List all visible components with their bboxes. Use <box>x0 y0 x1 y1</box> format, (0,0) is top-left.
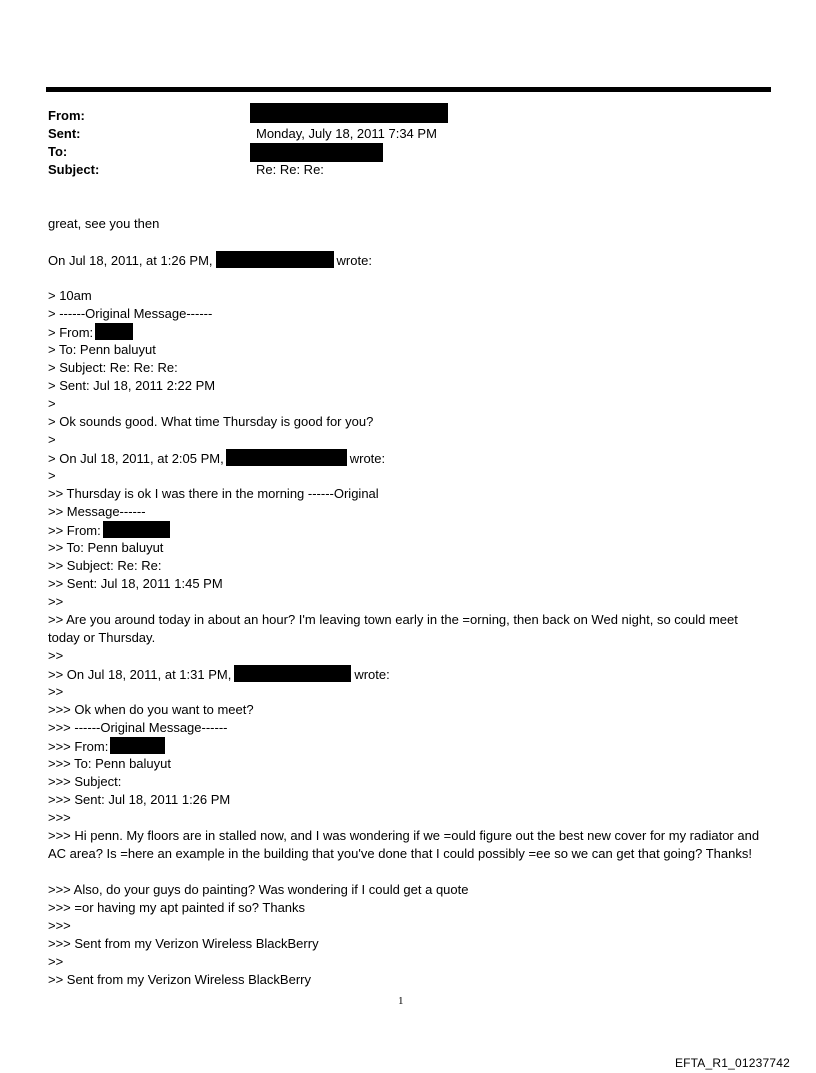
body-text: >> From: <box>48 523 101 538</box>
body-line: > <box>48 468 56 483</box>
from-redaction <box>103 521 170 538</box>
from-redaction <box>110 737 165 754</box>
body-line: >> To: Penn baluyut <box>48 540 164 555</box>
body-paragraph: >>> Hi penn. My floors are in stalled now, and I was wondering if we =ould figure out the best new cover for my radiator and AC area? Is =here an example in the building that you've done that I could possibly =ee so we can get that going? Thanks! <box>48 828 760 861</box>
body-text: > On Jul 18, 2011, at 2:05 PM, <box>48 451 224 466</box>
body-line: >>> =or having my apt painted if so? Thanks <box>48 900 306 915</box>
body-line: >> Sent: Jul 18, 2011 1:45 PM <box>48 576 223 591</box>
sender-redaction <box>234 665 351 682</box>
body-line: >> <box>48 684 64 699</box>
from-label: From: <box>48 108 85 123</box>
body-line: > <box>48 432 56 447</box>
body-line: >> Subject: Re: Re: <box>48 558 162 573</box>
body-line: >>> Subject: <box>48 774 122 789</box>
body-paragraph: >> Are you around today in about an hour? I'm leaving town early in the =orning, then back on Wed night, so could meet today or Thursday. <box>48 612 738 645</box>
body-line: >>> Sent from my Verizon Wireless BlackBerry <box>48 936 319 951</box>
from-redaction <box>95 323 133 340</box>
body-line: >> Thursday is ok I was there in the morning ------Original <box>48 486 379 501</box>
body-line: >>> Ok when do you want to meet? <box>48 702 254 717</box>
body-text: wrote: <box>336 253 372 268</box>
body-line: great, see you then <box>48 216 160 231</box>
body-line <box>48 449 385 468</box>
body-text: >> On Jul 18, 2011, at 1:31 PM, <box>48 667 232 682</box>
sender-redaction <box>216 251 334 268</box>
sent-label: Sent: <box>48 126 81 141</box>
document-id: EFTA_R1_01237742 <box>674 1056 790 1070</box>
page-number: 1 <box>398 995 404 1007</box>
body-line: > 10am <box>48 288 92 303</box>
body-line <box>48 323 133 342</box>
header-rule <box>46 87 771 92</box>
body-line: > To: Penn baluyut <box>48 342 156 357</box>
body-line <box>48 521 170 540</box>
body-line: >>> To: Penn baluyut <box>48 756 171 771</box>
body-line: >> <box>48 954 64 969</box>
body-line <box>48 251 372 270</box>
body-line <box>48 737 165 756</box>
body-line: > <box>48 396 56 411</box>
body-line: >>> <box>48 810 71 825</box>
subject-value: Re: Re: Re: <box>256 162 324 177</box>
body-line <box>48 665 390 684</box>
body-line: >> Message------ <box>48 504 146 519</box>
body-line: > Ok sounds good. What time Thursday is good for you? <box>48 414 374 429</box>
body-line: > Subject: Re: Re: Re: <box>48 360 178 375</box>
subject-label: Subject: <box>48 162 100 177</box>
body-line: >>> ------Original Message------ <box>48 720 228 735</box>
body-text: On Jul 18, 2011, at 1:26 PM, <box>48 253 213 268</box>
body-line: > Sent: Jul 18, 2011 2:22 PM <box>48 378 216 393</box>
to-label: To: <box>48 144 68 159</box>
body-text: > From: <box>48 325 94 340</box>
sender-redaction <box>226 449 347 466</box>
to-redaction <box>250 143 383 162</box>
body-line: >> <box>48 594 64 609</box>
body-line: >>> Sent: Jul 18, 2011 1:26 PM <box>48 792 231 807</box>
body-line: >>> <box>48 918 71 933</box>
sent-value: Monday, July 18, 2011 7:34 PM <box>256 126 437 141</box>
body-line: >> Sent from my Verizon Wireless BlackBerry <box>48 972 311 987</box>
body-line: >> <box>48 648 64 663</box>
body-text: wrote: <box>349 451 386 466</box>
body-line: >>> Also, do your guys do painting? Was wondering if I could get a quote <box>48 882 469 897</box>
body-line: > ------Original Message------ <box>48 306 213 321</box>
body-text: >>> From: <box>48 739 109 754</box>
from-redaction <box>250 103 448 123</box>
body-text: wrote: <box>354 667 390 682</box>
